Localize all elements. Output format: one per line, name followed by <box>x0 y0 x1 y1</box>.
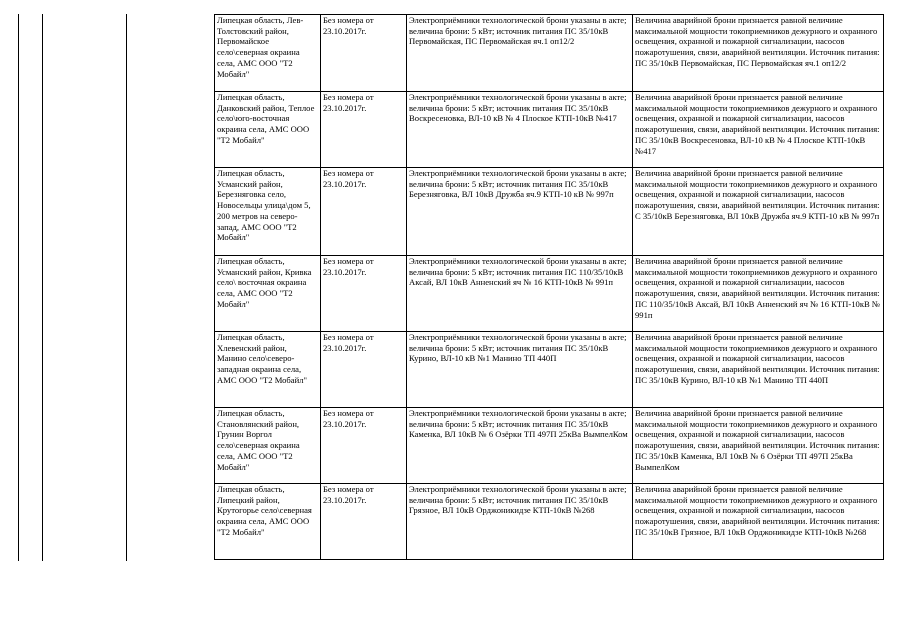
tech-reserve-cell: Электроприёмники технологической брони указаны в акте; величина брони: 5 кВт; источник питания ПС 35/10кВ Каменка, ВЛ 10кВ № 6 Озёрки ТП 497П 25кВа ВымпелКом <box>407 408 633 484</box>
act-cell: Без номера от 23.10.2017г. <box>321 168 407 256</box>
table-row <box>215 15 884 92</box>
emergency-reserve-cell: Величина аварийной брони признается равной величине максимальной мощности токоприемников дежурного и охранного освещения, охранной и пожарной сигнализации, насосов пожаротушения, связи, аварийной вентиляции. Источник питания: ПС 110/35/10кВ Аксай, ВЛ 10кВ Анненский яч № 16 КТП-10кВ № 991п <box>633 256 884 332</box>
left-column-border-3 <box>126 14 127 561</box>
location-cell: Липецкая область, Усманский район, Кривка село\ восточная окраина села, АМС ООО "Т2 Мобайл" <box>215 256 321 332</box>
location-cell: Липецкая область, Липецкий район, Крутогорье село\северная окраина села, АМС ООО "Т2 Мобайл" <box>215 484 321 560</box>
tech-reserve-cell: Электроприёмники технологической брони указаны в акте; величина брони: 5 кВт; источник питания ПС 35/10кВ Первомайская, ПС Первомайская яч.1 оп12/2 <box>407 15 633 92</box>
table-row <box>215 484 884 560</box>
emergency-reserve-cell: Величина аварийной брони признается равной величине максимальной мощности токоприемников дежурного и охранного освещения, охранной и пожарной сигнализации, насосов пожаротушения, связи, аварийной вентиляции. Источник питания: С 35/10кВ Березняговка, ВЛ 10кВ Дружба яч.9 КТП-10 кВ № 997п <box>633 168 884 256</box>
table-row <box>215 92 884 168</box>
tech-reserve-cell: Электроприёмники технологической брони указаны в акте; величина брони: 5 кВт; источник питания ПС 35/10кВ Березняговка, ВЛ 10кВ Дружба яч.9 КТП-10 кВ № 997п <box>407 168 633 256</box>
emergency-reserve-cell: Величина аварийной брони признается равной величине максимальной мощности токоприемников дежурного и охранного освещения, охранной и пожарной сигнализации, насосов пожаротушения, связи, аварийной вентиляции. Источник питания: ПС 35/10кВ Первомайская, ПС Первомайская яч.1 оп12/2 <box>633 15 884 92</box>
act-cell: Без номера от 23.10.2017г. <box>321 484 407 560</box>
emergency-reserve-cell: Величина аварийной брони признается равной величине максимальной мощности токоприемников дежурного и охранного освещения, охранной и пожарной сигнализации, насосов пожаротушения, связи, аварийной вентиляции. Источник питания: ПС 35/10кВ Грязное, ВЛ 10кВ Орджоникидзе КТП-10кВ №268 <box>633 484 884 560</box>
location-cell: Липецкая область, Становлянский район, Грунин Воргол село\северная окраина села, АМС ООО "Т2 Мобайл" <box>215 408 321 484</box>
location-cell: Липецкая область, Хлевенский район, Манино село\северо-западная окраина села, АМС ООО "Т2 Мобайл" <box>215 332 321 408</box>
tech-reserve-cell: Электроприёмники технологической брони указаны в акте; величина брони: 5 кВт; источник питания ПС 35/10кВ Курино, ВЛ-10 кВ №1 Манино ТП 440П <box>407 332 633 408</box>
location-cell: Липецкая область, Лев-Толстовский район, Первомайское село\северная окраина села, АМС ООО "Т2 Мобайл" <box>215 15 321 92</box>
act-cell: Без номера от 23.10.2017г. <box>321 408 407 484</box>
act-cell: Без номера от 23.10.2017г. <box>321 332 407 408</box>
power-reserve-table <box>214 14 884 560</box>
left-column-border-2 <box>42 14 43 561</box>
table-row <box>215 408 884 484</box>
act-cell: Без номера от 23.10.2017г. <box>321 15 407 92</box>
left-column-border-1 <box>18 14 19 561</box>
emergency-reserve-cell: Величина аварийной брони признается равной величине максимальной мощности токоприемников дежурного и охранного освещения, охранной и пожарной сигнализации, насосов пожаротушения, связи, аварийной вентиляции. Источник питания: ПС 35/10кВ Воскресеновка, ВЛ-10 кВ № 4 Плоское КТП-10кВ №417 <box>633 92 884 168</box>
table-row <box>215 168 884 256</box>
tech-reserve-cell: Электроприёмники технологической брони указаны в акте; величина брони: 5 кВт; источник питания ПС 35/10кВ Воскресеновка, ВЛ-10 кВ № 4 Плоское КТП-10кВ №417 <box>407 92 633 168</box>
emergency-reserve-cell: Величина аварийной брони признается равной величине максимальной мощности токоприемников дежурного и охранного освещения, охранной и пожарной сигнализации, насосов пожаротушения, связи, аварийной вентиляции. Источник питания: ПС 35/10кВ Курино, ВЛ-10 кВ №1 Манино ТП 440П <box>633 332 884 408</box>
act-cell: Без номера от 23.10.2017г. <box>321 256 407 332</box>
location-cell: Липецкая область, Усманский район, Березняговка село, Новосельцы улица\дом 5, 200 метров на северо-запад, АМС ООО "Т2 Мобайл" <box>215 168 321 256</box>
table-row <box>215 332 884 408</box>
emergency-reserve-cell: Величина аварийной брони признается равной величине максимальной мощности токоприемников дежурного и охранного освещения, охранной и пожарной сигнализации, насосов пожаротушения, связи, аварийной вентиляции. Источник питания: ПС 35/10кВ Каменка, ВЛ 10кВ № 6 Озёрки ТП 497П 25кВа ВымпелКом <box>633 408 884 484</box>
act-cell: Без номера от 23.10.2017г. <box>321 92 407 168</box>
location-cell: Липецкая область, Данковский район, Теплое село\юго-восточная окраина села, АМС ООО "Т2 Мобайл" <box>215 92 321 168</box>
tech-reserve-cell: Электроприёмники технологической брони указаны в акте; величина брони: 5 кВт; источник питания ПС 35/10кВ Грязное, ВЛ 10кВ Орджоникидзе КТП-10кВ №268 <box>407 484 633 560</box>
table-row <box>215 256 884 332</box>
tech-reserve-cell: Электроприёмники технологической брони указаны в акте; величина брони: 5 кВт; источник питания ПС 110/35/10кВ Аксай, ВЛ 10кВ Анненский яч № 16 КТП-10кВ № 991п <box>407 256 633 332</box>
